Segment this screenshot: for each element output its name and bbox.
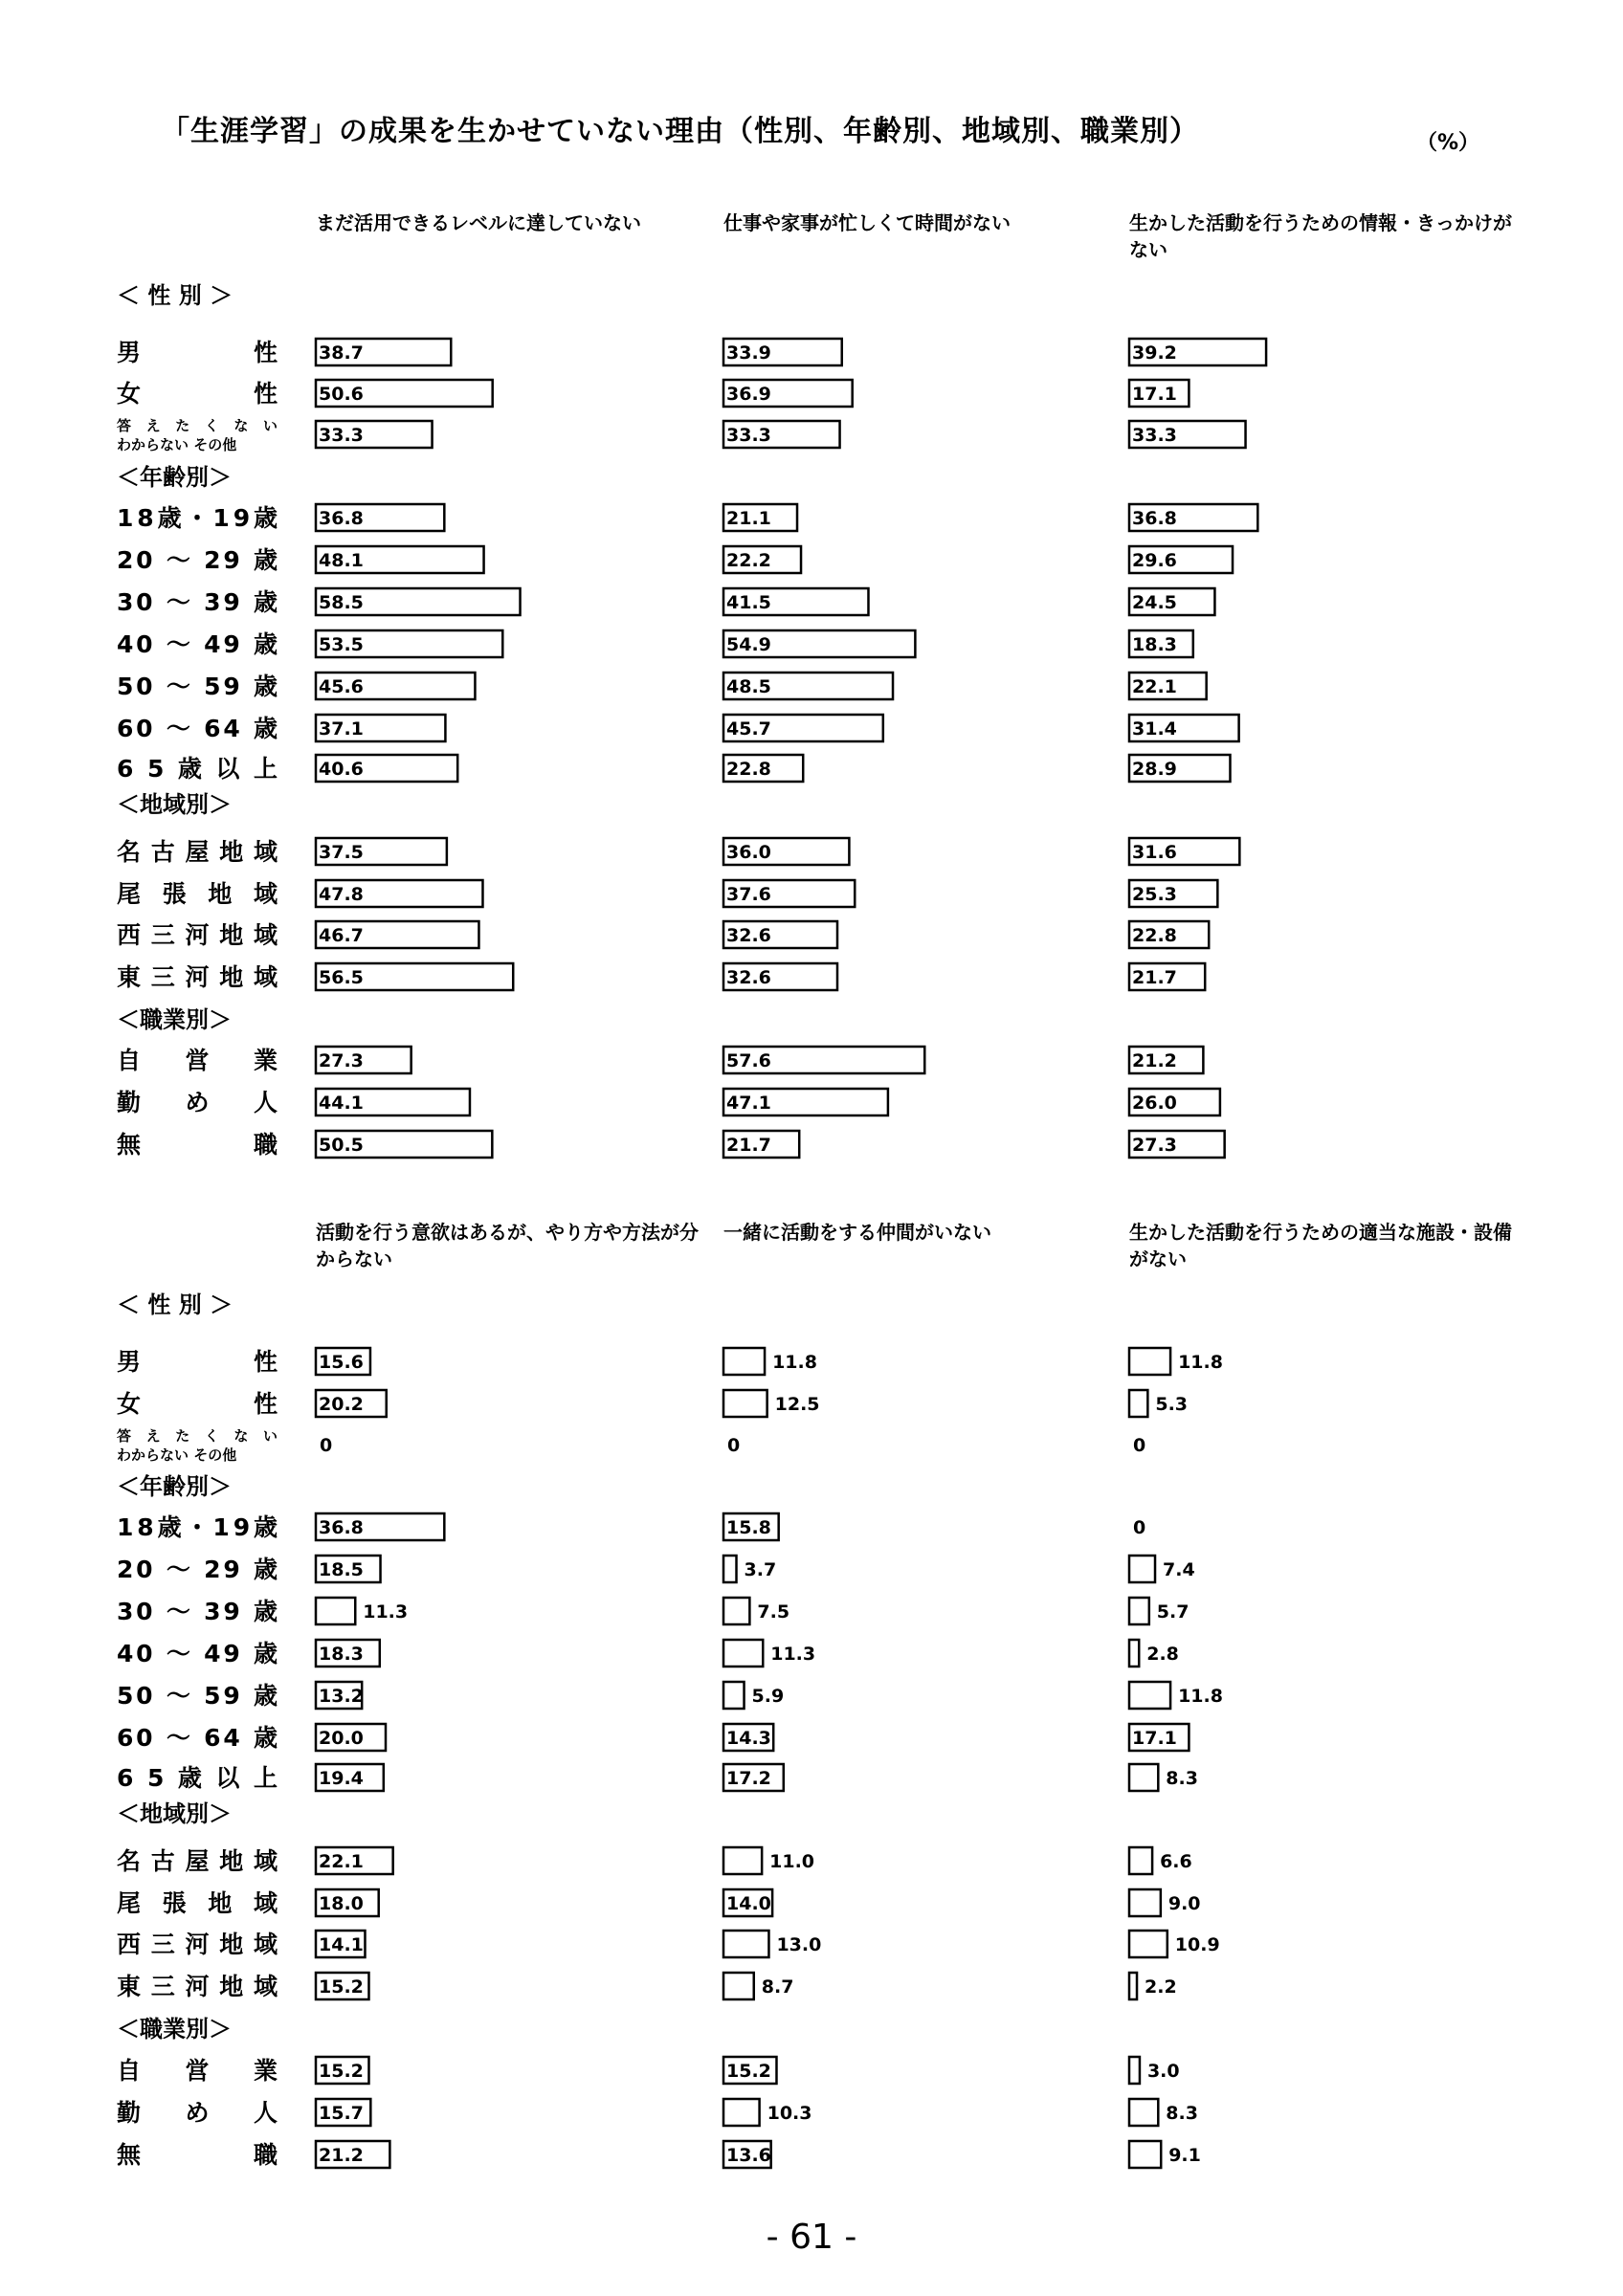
bottom-row-label-2: 女 性 [117,1390,278,1418]
bottom-s3-bar-15 [1129,2057,1140,2084]
bottom-s3-value-label-5: 7.4 [1163,1559,1195,1580]
top-group-label-2: ＜年齢別＞ [117,464,232,491]
top-s3-value-label-5: 29.6 [1132,550,1177,571]
bottom-s2-value-label-6: 7.5 [757,1601,790,1623]
bottom-s2-bar-7 [723,1640,763,1667]
top-row-label-5: 20 ～ 29 歳 [117,546,278,574]
bottom-s3-value-label-13: 10.9 [1174,1934,1220,1955]
top-s3-value-label-15: 21.2 [1132,1050,1177,1071]
top-s2-value-label-16: 47.1 [726,1093,771,1114]
bottom-s3-value-label-2: 5.3 [1155,1394,1189,1415]
bottom-s1-value-label-11: 22.1 [319,1851,364,1872]
top-s3-value-label-4: 36.8 [1132,508,1177,529]
top-s3-value-label-3: 33.3 [1132,425,1177,446]
top-s3-value-label-2: 17.1 [1132,384,1177,405]
top-series-title-3: ない [1129,238,1167,261]
top-series-title-3: 生かした活動を行うための情報・きっかけが [1129,211,1512,234]
bottom-s3-bar-13 [1129,1931,1167,1957]
bottom-row-label-15: 自 営 業 [117,2057,278,2085]
bottom-row-label-11: 名古屋地域 [117,1847,278,1875]
top-row-label-13: 西三河地域 [117,921,278,949]
bottom-group-label-4: ＜職業別＞ [117,2016,232,2042]
bottom-s1-value-label-7: 18.3 [319,1644,364,1665]
bottom-s2-bar-2 [723,1390,767,1417]
top-s2-value-label-7: 54.9 [726,634,771,655]
top-s2-value-label-12: 37.6 [726,884,771,905]
top-s3-value-label-1: 39.2 [1132,342,1177,364]
bottom-s2-value-label-7: 11.3 [770,1644,816,1665]
top-row-label-4: 18歳・19歳 [117,504,278,532]
top-s3-value-label-9: 31.4 [1132,718,1177,740]
bottom-s3-value-label-16: 8.3 [1166,2103,1198,2124]
top-s3-value-label-16: 26.0 [1132,1093,1177,1114]
bottom-s2-value-label-9: 14.3 [726,1728,771,1749]
top-s1-value-label-16: 44.1 [319,1093,364,1114]
bottom-row-label-4: 18歳・19歳 [117,1513,278,1541]
bottom-s2-value-label-16: 10.3 [767,2103,812,2124]
top-s2-value-label-14: 32.6 [726,967,771,988]
bottom-series-title-1: からない [316,1247,392,1270]
top-s1-value-label-13: 46.7 [319,925,364,946]
top-s1-value-label-17: 50.5 [319,1135,364,1156]
top-s3-value-label-6: 24.5 [1132,592,1177,613]
top-row-label-8: 50 ～ 59 歳 [117,673,278,700]
top-s2-value-label-13: 32.6 [726,925,771,946]
bottom-row-label-3-line2: わからない その他 [117,1446,237,1464]
bottom-s3-bar-7 [1129,1640,1139,1667]
top-s3-value-label-10: 28.9 [1132,759,1177,780]
bottom-series-title-3: 生かした活動を行うための適当な施設・設備 [1129,1221,1512,1244]
bottom-s1-value-label-9: 20.0 [319,1728,364,1749]
bottom-s1-value-label-10: 19.4 [319,1768,364,1789]
top-s1-value-label-4: 36.8 [319,508,364,529]
bottom-s2-value-label-8: 5.9 [751,1686,785,1707]
bottom-s1-value-label-15: 15.2 [319,2061,364,2082]
top-row-label-14: 東三河地域 [117,963,278,991]
top-s1-value-label-10: 40.6 [319,759,364,780]
bottom-s3-value-label-9: 17.1 [1132,1728,1177,1749]
bottom-s3-value-label-15: 3.0 [1146,2061,1180,2082]
top-s3-value-label-12: 25.3 [1132,884,1177,905]
bottom-s2-value-label-1: 11.8 [772,1352,817,1373]
bottom-s2-value-label-13: 13.0 [776,1934,822,1955]
top-s1-value-label-5: 48.1 [319,550,364,571]
top-s1-value-label-14: 56.5 [319,967,364,988]
top-s2-value-label-10: 22.8 [726,759,771,780]
bottom-s1-value-label-6: 11.3 [363,1601,409,1623]
bottom-s2-value-label-17: 13.6 [726,2145,771,2166]
bottom-row-label-9: 60 ～ 64 歳 [117,1724,278,1752]
top-row-label-3-line1: 答えたくない [117,417,278,434]
top-s1-value-label-8: 45.6 [319,676,364,697]
bottom-s3-value-label-12: 9.0 [1167,1893,1201,1914]
bottom-s3-value-label-14: 2.2 [1145,1976,1177,1998]
top-s1-value-label-12: 47.8 [319,884,364,905]
top-s2-value-label-15: 57.6 [726,1050,771,1071]
bottom-series-title-2: 一緒に活動をする仲間がいない [723,1221,991,1244]
bottom-row-label-13: 西三河地域 [117,1931,278,1958]
top-s1-value-label-15: 27.3 [319,1050,364,1071]
bottom-s2-value-label-3: 0 [727,1435,741,1456]
top-row-label-11: 名古屋地域 [117,838,278,866]
bottom-s2-bar-13 [723,1931,768,1957]
bottom-s2-value-label-14: 8.7 [761,1976,794,1998]
bottom-s2-bar-8 [723,1682,745,1709]
bottom-s3-bar-11 [1129,1847,1152,1874]
bottom-s1-bar-6 [316,1598,355,1624]
top-row-label-10: 6 5 歳 以 上 [117,755,278,783]
unit-label: （%） [1416,131,1480,155]
bottom-group-label-3: ＜地域別＞ [117,1800,232,1827]
bottom-s2-bar-16 [723,2099,760,2126]
bottom-s2-value-label-4: 15.8 [726,1517,771,1538]
bottom-s2-bar-5 [723,1556,737,1582]
top-s2-value-label-17: 21.7 [726,1135,771,1156]
bottom-s3-bar-16 [1129,2099,1158,2126]
bottom-s1-value-label-16: 15.7 [319,2103,364,2124]
top-row-label-1: 男 性 [117,339,278,366]
top-group-label-4: ＜職業別＞ [117,1006,232,1033]
bottom-series-title-3: がない [1129,1247,1187,1270]
bottom-s2-value-label-10: 17.2 [726,1768,771,1789]
top-s1-value-label-3: 33.3 [319,425,364,446]
top-s3-value-label-14: 21.7 [1132,967,1177,988]
bottom-row-label-3-line1: 答えたくない [117,1427,278,1445]
top-s3-value-label-7: 18.3 [1132,634,1177,655]
bottom-s3-value-label-11: 6.6 [1160,1851,1192,1872]
top-group-label-3: ＜地域別＞ [117,791,232,818]
bottom-s3-bar-6 [1129,1598,1149,1624]
bottom-s3-bar-2 [1129,1390,1147,1417]
bottom-row-label-10: 6 5 歳 以 上 [117,1764,278,1792]
top-s2-value-label-3: 33.3 [726,425,771,446]
bottom-group-label-1: ＜ 性 別 ＞ [117,1292,233,1318]
top-row-label-9: 60 ～ 64 歳 [117,715,278,742]
bottom-s3-value-label-7: 2.8 [1146,1644,1179,1665]
bottom-row-label-16: 勤 め 人 [117,2099,278,2127]
bottom-s2-value-label-15: 15.2 [726,2061,771,2082]
top-s3-value-label-11: 31.6 [1132,842,1177,863]
bottom-s3-bar-1 [1129,1348,1170,1375]
bottom-s3-value-label-8: 11.8 [1178,1686,1223,1707]
top-s2-value-label-9: 45.7 [726,718,771,740]
top-s1-value-label-2: 50.6 [319,384,364,405]
bottom-s1-value-label-17: 21.2 [319,2145,364,2166]
top-s2-value-label-6: 41.5 [726,592,771,613]
bottom-row-label-5: 20 ～ 29 歳 [117,1556,278,1583]
bottom-s3-value-label-10: 8.3 [1166,1768,1198,1789]
top-s1-value-label-7: 53.5 [319,634,364,655]
top-series-title-1: まだ活用できるレベルに達していない [316,211,641,234]
top-s3-value-label-13: 22.8 [1132,925,1177,946]
bottom-row-label-8: 50 ～ 59 歳 [117,1682,278,1710]
bottom-row-label-12: 尾 張 地 域 [117,1889,278,1917]
bottom-series-title-1: 活動を行う意欲はあるが、やり方や方法が分 [316,1221,699,1244]
top-s2-value-label-4: 21.1 [726,508,771,529]
bottom-s2-bar-6 [723,1598,749,1624]
bottom-row-label-14: 東三河地域 [117,1973,278,2000]
bottom-s3-bar-12 [1129,1889,1161,1916]
page-number: - 61 - [766,2218,857,2257]
top-row-label-7: 40 ～ 49 歳 [117,630,278,658]
top-row-label-16: 勤 め 人 [117,1089,278,1116]
bottom-s3-value-label-3: 0 [1133,1435,1146,1456]
top-s2-value-label-5: 22.2 [726,550,771,571]
bottom-s1-value-label-2: 20.2 [319,1394,364,1415]
bottom-s1-value-label-14: 15.2 [319,1976,364,1998]
top-s3-value-label-17: 27.3 [1132,1135,1177,1156]
top-s1-value-label-9: 37.1 [319,718,364,740]
bottom-s3-bar-14 [1129,1973,1137,1999]
top-s1-value-label-6: 58.5 [319,592,364,613]
bottom-group-label-2: ＜年齢別＞ [117,1473,232,1500]
bottom-s1-value-label-3: 0 [320,1435,333,1456]
top-s3-value-label-8: 22.1 [1132,676,1177,697]
bottom-s1-value-label-13: 14.1 [319,1934,364,1955]
bottom-row-label-6: 30 ～ 39 歳 [117,1598,278,1625]
bottom-s1-value-label-5: 18.5 [319,1559,364,1580]
top-row-label-15: 自 営 業 [117,1047,278,1074]
bottom-s2-value-label-2: 12.5 [774,1394,820,1415]
bottom-row-label-17: 無 職 [117,2141,278,2169]
bottom-s1-value-label-4: 36.8 [319,1517,364,1538]
top-s2-value-label-8: 48.5 [726,676,771,697]
bottom-s1-value-label-1: 15.6 [319,1352,364,1373]
top-row-label-17: 無 職 [117,1131,278,1159]
bottom-s3-bar-10 [1129,1764,1158,1791]
bottom-s3-value-label-4: 0 [1133,1517,1146,1538]
bottom-s2-bar-1 [723,1348,765,1375]
bottom-row-label-1: 男 性 [117,1348,278,1376]
bottom-s2-bar-11 [723,1847,762,1874]
bottom-s2-value-label-12: 14.0 [726,1893,771,1914]
bottom-s3-bar-17 [1129,2141,1161,2168]
bottom-s2-bar-14 [723,1973,754,1999]
page-title: 「生涯学習」の成果を生かせていない理由（性別、年齢別、地域別、職業別） [161,115,1199,148]
bottom-s2-value-label-11: 11.0 [769,1851,815,1872]
top-s2-value-label-11: 36.0 [726,842,771,863]
top-row-label-2: 女 性 [117,380,278,408]
bottom-s1-value-label-8: 13.2 [319,1686,364,1707]
bottom-s2-value-label-5: 3.7 [744,1559,777,1580]
top-row-label-12: 尾 張 地 域 [117,880,278,908]
top-series-title-2: 仕事や家事が忙しくて時間がない [723,211,1011,234]
bottom-row-label-7: 40 ～ 49 歳 [117,1640,278,1667]
bottom-s3-bar-8 [1129,1682,1170,1709]
top-s2-value-label-1: 33.9 [726,342,771,364]
top-s1-value-label-11: 37.5 [319,842,364,863]
bottom-s3-bar-5 [1129,1556,1155,1582]
bottom-s3-value-label-6: 5.7 [1156,1601,1189,1623]
bottom-s3-value-label-17: 9.1 [1168,2145,1201,2166]
top-s2-value-label-2: 36.9 [726,384,771,405]
top-row-label-6: 30 ～ 39 歳 [117,588,278,616]
top-s1-value-label-1: 38.7 [319,342,364,364]
top-row-label-3-line2: わからない その他 [117,436,237,453]
bottom-s1-value-label-12: 18.0 [319,1893,364,1914]
top-group-label-1: ＜ 性 別 ＞ [117,282,233,309]
bottom-s3-value-label-1: 11.8 [1178,1352,1223,1373]
